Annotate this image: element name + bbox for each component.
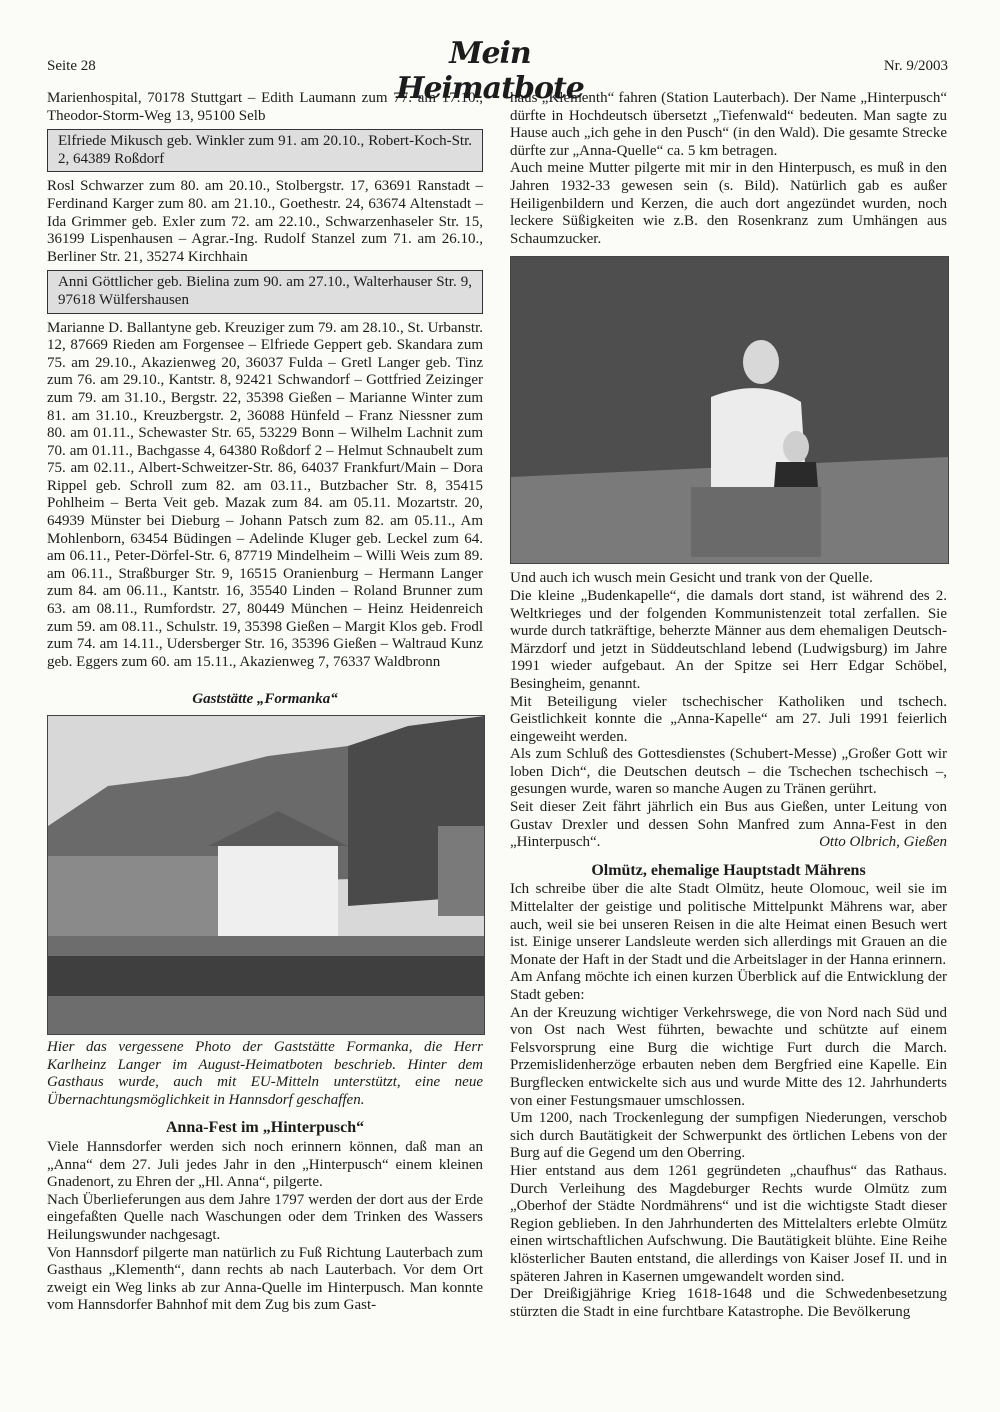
masthead-logo: Mein Heimatbote bbox=[396, 36, 584, 106]
photo-gasthaus-formanka bbox=[47, 715, 485, 1035]
article-paragraph: Der Dreißigjährige Krieg 1618-1648 und die Schwedenbesetzung stürzten die Stadt in eine furchtbare Katastrophe. Die Bevölkerung bbox=[510, 1286, 947, 1320]
right-column bbox=[510, 90, 947, 1321]
article-paragraph: Nach Überlieferungen aus dem Jahre 1797 werden der dort aus der Erde eingefaßten Quelle nach Waschungen oder dem Trinken des Wassers Heilungswunder nachgesagt. bbox=[47, 1191, 483, 1243]
issue-number: Nr. 9/2003 bbox=[883, 58, 948, 74]
article-text: Seit dieser Zeit fährt jährlich ein Bus aus Gießen, unter Leitung von Gustav Drexler und dessen Sohn Manfred zum Anna-Fest in den „Hinterpusch“. bbox=[510, 799, 947, 851]
article-paragraph: Hier entstand aus dem 1261 gegründeten „chaufhus“ das Rathaus. Durch Verleihung des Magdeburger Rechts wurde Olmütz zum „Oberhof der Städte Nordmährens“ und ist die wichtigste Stadt dieser Region geblieben. In den Jahrhunderten des Mittelalters erlebte Olmütz einen wirtschaftlichen Aufschwung. Die Bautätigkeit blühte. Eine Reihe klösterlicher Bauten entstand, die allerdings von Kaiser Josef II. und in späteren Jahren in Kasernen umgewandelt worden sind. bbox=[510, 1162, 947, 1285]
photo-mother-and-child bbox=[510, 256, 949, 564]
article-paragraph: Auch meine Mutter pilgerte mit mir in den Hinterpusch, es muß in den Jahren 1932-33 gewesen sein (s. Bild). Natürlich gab es außer Heiligenbildern und Kerzen, die auch dort angezündet wurden, noch leckere Süßigkeiten wie z.B. den Rosenkranz zum Umhängen aus Schaumzucker. bbox=[510, 160, 947, 247]
left-column bbox=[47, 90, 483, 1315]
author-signature: Otto Olbrich, Gießen bbox=[819, 834, 947, 851]
article-paragraph: haus „Klementh“ fahren (Station Lauterbach). Der Name „Hinterpusch“ dürfte in Hochdeutsch übersetzt „Tiefenwald“ bedeuten. Man sagte zu Hause auch „ich gehe in den Pusch“ (in den Wald). Die gesamte Strecke dürfte zur „Anna-Quelle“ ca. 5 km betragen. bbox=[510, 90, 947, 159]
article-paragraph: Die kleine „Budenkapelle“, die damals dort stand, ist während des 2. Weltkrieges und der folgenden Kommunistenzeit total zerfallen. Sie wurde durch tatkräftige, beherzte Männer aus dem ehemaligen Deutsch-Märzdorf und jetzt in Süddeutschland lebend (Ludwigsburg) im Jahre 1991 wieder aufgebaut. An der Spitze sei Herr Edgar Schöbel, Besingheim, genannt. bbox=[510, 587, 947, 692]
birthday-list-2: Rosl Schwarzer zum 80. am 20.10., Stolbergstr. 17, 63691 Ranstadt – Ferdinand Karger zum 80. am 21.10., Goethestr. 24, 63674 Altenstadt – Ida Grimmer geb. Exler zum 72. am 22.10., Schwarzenhaseler Str. 15, 36199 Lispenhausen – Agrar.-Ing. Rudolf Stanzel zum 71. am 26.10., Berliner Str. 21, 35274 Kirchhain bbox=[47, 178, 483, 265]
birthday-list-1: Marienhospital, 70178 Stuttgart – Edith Laumann zum 77. am 17.10., Theodor-Storm-Weg 13, 95100 Selb bbox=[47, 90, 483, 124]
birthday-list-3: Marianne D. Ballantyne geb. Kreuziger zum 79. am 28.10., St. Urbanstr. 12, 87669 Rieden am Forgensee – Elfriede Geppert geb. Skandara zum 75. am 29.10., Akazienweg 20, 36037 Fulda – Gretl Langer geb. Tinz zum 76. am 29.10., Kantstr. 8, 92421 Schwandorf – Gottfried Zeizinger zum 79. am 31.10., Bergstr. 22, 35398 Gießen – Marianne Winter zum 81. am 31.10., Kreuzbergstr. 2, 36088 Hünfeld – Franz Niessner zum 80. am 01.11., Schewaster Str. 65, 53229 Bonn – Wilhelm Lachnit zum 70. am 01.11., Bachgasse 4, 64380 Roßdorf 2 – Helmut Schnaubelt zum 75. am 02.11., Albert-Schweitzer-Str. 86, 64037 Frankfurt/Main – Dora Rippel geb. Schroll zum 82. am 03.11., Butzbacher Str. 8, 35415 Pohlheim – Berta Veit geb. Mazak zum 84. am 05.11. Mozartstr. 20, 64939 Münster bei Dieburg – Johann Patsch zum 82. am 05.11., Am Mohlenborn, 63454 Büdingen – Adelinde Kluger geb. Leckel zum 64. am 06.11., Peter-Dörfel-Str. 6, 87719 Mindelheim – Willi Weis zum 89. am 06.11., Straßburger Str. 9, 16515 Oranienburg – Hermann Langer zum 84. am 06.11., Kantstr. 16, 35540 Linden – Roland Brunner zum 63. am 08.11., Rumfordstr. 27, 80449 München – Heinz Heidenreich zum 59. am 08.11., Schulstr. 19, 35398 Gießen – Margit Klos geb. Frodl zum 74. am 14.11., Udersberger Str. 16, 35396 Gießen – Waltraud Kunz geb. Eggers zum 60. am 15.11., Akazienweg 7, 76337 Waldbronn bbox=[47, 319, 483, 670]
article-paragraph: An der Kreuzung wichtiger Verkehrswege, die von Nord nach Süd und von Ost nach West führten, bewachte und schützte auf einem Felsvorsprung eine Burg die wichtige Furt durch die March. Przemislidenherzöge erbauten neben dem Bergfried eine Kapelle. Ein Burgflecken entwickelte sich aus und wurde Mitte des 12. Jahrhunderts von einer Festungsmauer umschlossen. bbox=[510, 1004, 947, 1109]
article-paragraph: Als zum Schluß des Gottesdienstes (Schubert-Messe) „Großer Gott wir loben Dich“, die Deutschen deutsch – die Tschechen tschechisch –, gesungen wurde, waren so manche Augen zu Tränen gerührt. bbox=[510, 746, 947, 798]
article-paragraph: Am Anfang möchte ich einen kurzen Überblick auf die Entwicklung der Stadt geben: bbox=[510, 969, 947, 1003]
page-number: Seite 28 bbox=[47, 58, 96, 74]
article-paragraph: Um 1200, nach Trockenlegung der sumpfigen Niederungen, verschob sich durch Bautätigkeit der Schwerpunkt des örtlichen Lebens von der Burg auf die Gegend um den Oberring. bbox=[510, 1110, 947, 1162]
article-paragraph bbox=[510, 799, 947, 852]
section-title-olmuetz: Olmütz, ehemalige Hauptstadt Mährens bbox=[591, 861, 866, 879]
birthday-box-1: Elfriede Mikusch geb. Winkler zum 91. am 20.10., Robert-Koch-Str. 2, 64389 Roßdorf bbox=[47, 129, 483, 172]
birthday-box-2: Anni Göttlicher geb. Bielina zum 90. am 27.10., Walterhauser Str. 9, 97618 Wülfershausen bbox=[47, 270, 483, 313]
section-title-anna-fest: Anna-Fest im „Hinterpusch“ bbox=[165, 1119, 365, 1137]
article-paragraph: Ich schreibe über die alte Stadt Olmütz, heute Olomouc, weil sie im Mittelalter der geistige und politische Mittelpunkt Mährens war, aber auch, weil sie bei unseren Reisen in die alte Heimat einen Besuch wert ist. Einige unserer Landsleute werden sich allerdings mit Grauen an die Monate der Haft in der Stadt und die Arbeitslager in der Hanna erinnern. bbox=[510, 881, 947, 968]
photo-caption-formanka: Hier das vergessene Photo der Gaststätte Formanka, die Herr Karlheinz Langer im August-Heimatboten beschrieb. Hinter dem Gasthaus wurde, auch mit EU-Mitteln unterstützt, eine neue Übernachtungsmöglichkeit in Hannsdorf geschaffen. bbox=[47, 1039, 483, 1108]
article-paragraph: Viele Hannsdorfer werden sich noch erinnern können, daß man an „Anna“ dem 27. Juli jedes Jahr in den „Hinterpusch“ einem kleinen Gnadenort, zu Ehren der „Hl. Anna“, pilgerte. bbox=[47, 1138, 483, 1191]
article-paragraph: Mit Beteiligung vieler tschechischer Katholiken und tschech. Geistlichkeit konnte die „Anna-Kapelle“ am 27. Juli 1991 feierlich eingeweiht werden. bbox=[510, 693, 947, 745]
article-paragraph: Und auch ich wusch mein Gesicht und trank von der Quelle. bbox=[510, 570, 873, 587]
article-paragraph: Von Hannsdorf pilgerte man natürlich zu Fuß Richtung Lauterbach zum Gasthaus „Klementh“, dann rechts ab nach Lauterbach. Vor dem Ort zweigt ein Weg links ab zur Anna-Quelle im Hinterpusch. Man konnte vom Hannsdorfer Bahnhof mit dem Zug bis zum Gast- bbox=[47, 1244, 483, 1314]
photo-title-formanka: Gaststätte „Formanka“ bbox=[192, 691, 338, 708]
